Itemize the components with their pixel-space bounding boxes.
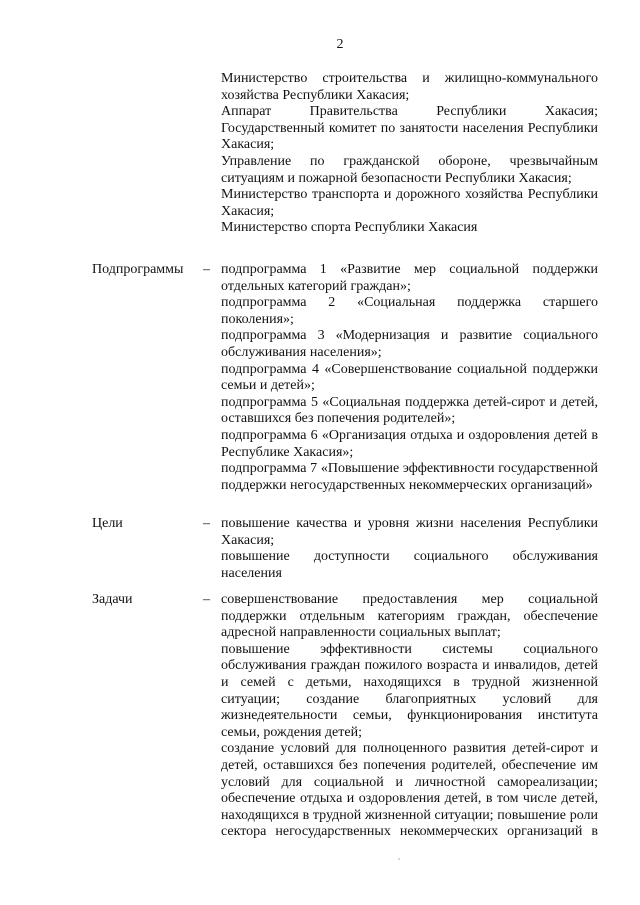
subprogram-line: поколения»; — [221, 311, 294, 327]
subprogram-line: подпрограмма 7 «Повышение эффективности государственной — [221, 461, 598, 477]
executors-line: хозяйства Республики Хакасия; — [221, 87, 410, 103]
subprogram-line: поддержки негосударственных некоммерческих организаций» — [221, 477, 593, 493]
executors-line: Министерство спорта Республики Хакасия — [221, 220, 478, 236]
task-line: и семей с детьми, находящихся в трудной жизненной — [221, 674, 598, 690]
subprogram-line: Республике Хакасия»; — [221, 444, 354, 460]
subprogram-line: подпрограмма 4 «Совершенствование социальной поддержки — [221, 361, 598, 377]
subprogram-line: обслуживания населения»; — [221, 344, 382, 360]
task-line: условий для социальной и личностной самореализации; — [221, 774, 598, 790]
goals-content — [221, 516, 598, 582]
scan-speck — [398, 858, 400, 860]
subprogram-line: подпрограмма 6 «Организация отдыха и оздоровления детей в — [221, 427, 598, 443]
task-line: находящихся в трудной жизненной ситуации; повышение роли — [221, 807, 598, 823]
executors-line: ситуациям и пожарной безопасности Республики Хакасия; — [221, 170, 572, 186]
executors-line: Министерство строительства и жилищно-коммунального — [221, 71, 598, 86]
executors-line: Хакасия; — [221, 137, 275, 153]
task-line: семьи, рождения детей; — [221, 724, 362, 740]
goals-dash: – — [203, 516, 210, 531]
task-line: обслуживания граждан пожилого возраста и инвалидов, детей — [221, 658, 598, 674]
task-line: создание условий для полноценного развития детей-сирот и — [221, 741, 598, 757]
subprogram-line: оставшихся без попечения родителей»; — [221, 411, 456, 427]
subprogram-line: подпрограмма 1 «Развитие мер социальной поддержки — [221, 262, 598, 277]
task-line: сектора негосударственных некоммерческих организаций в — [221, 824, 598, 840]
task-line: детей, оставшихся без попечения родителей, обеспечение им — [221, 757, 598, 773]
tasks-label: Задачи — [92, 592, 133, 607]
executors-line: Хакасия; — [221, 203, 275, 219]
subprograms-label: Подпрограммы — [92, 262, 184, 277]
subprograms-content — [221, 262, 598, 494]
subprogram-line: подпрограмма 2 «Социальная поддержка старшего — [221, 295, 598, 311]
task-line: поддержки отдельным категориям граждан, обеспечение — [221, 608, 598, 624]
task-line: повышение эффективности системы социального — [221, 641, 598, 657]
goal-line: повышение качества и уровня жизни населения Республики — [221, 516, 598, 531]
subprogram-line: подпрограмма 5 «Социальная поддержка детей-сирот и детей, — [221, 394, 598, 410]
goals-label: Цели — [92, 516, 123, 531]
subprogram-line: семьи и детей»; — [221, 378, 315, 394]
goal-line: Хакасия; — [221, 532, 275, 548]
page-number: 2 — [336, 37, 344, 52]
task-line: ситуации; создание благоприятных условий для — [221, 691, 598, 707]
task-line: адресной направленности социальных выплат; — [221, 625, 501, 641]
executors-line: Государственный комитет по занятости населения Республики — [221, 120, 598, 136]
tasks-content — [221, 592, 598, 841]
executors-line: Управление по гражданской обороне, чрезвычайным — [221, 153, 598, 169]
goal-line: повышение доступности социального обслуживания населения — [221, 549, 598, 581]
executors-line: Министерство транспорта и дорожного хозяйства Республики — [221, 187, 598, 203]
subprogram-line: подпрограмма 3 «Модернизация и развитие социального — [221, 328, 598, 344]
tasks-dash: – — [203, 592, 210, 607]
task-line: обеспечение отдыха и оздоровления детей, в том числе детей, — [221, 791, 598, 807]
subprogram-line: отдельных категорий граждан»; — [221, 278, 411, 294]
task-line: совершенствование предоставления мер социальной — [221, 592, 598, 607]
task-line: жизнедеятельности семьи, функционирования института — [221, 708, 598, 724]
executors-line: Аппарат Правительства Республики Хакасия; — [221, 104, 598, 120]
subprograms-dash: – — [203, 262, 210, 277]
executors-content — [221, 71, 598, 237]
